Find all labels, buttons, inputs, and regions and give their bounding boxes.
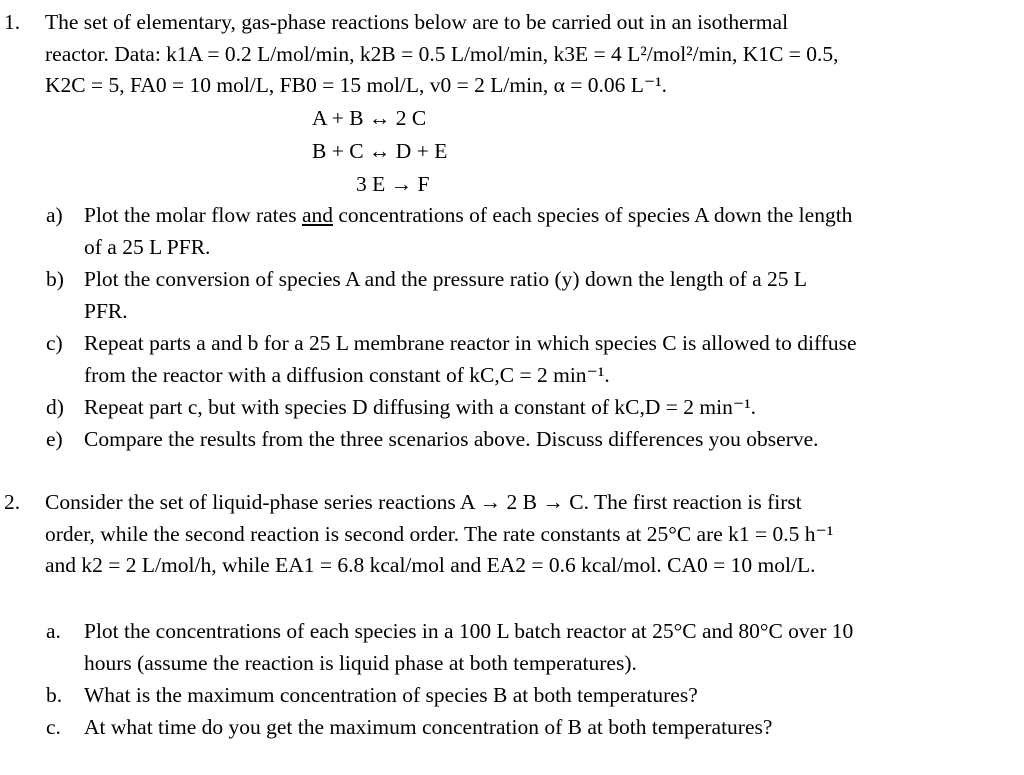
part-1d-text	[84, 392, 756, 424]
problem-1-intro-line-1: The set of elementary, gas-phase reactions below are to be carried out in an isothermal	[45, 10, 789, 34]
problem-1-intro-line-2: reactor. Data: k1A = 0.2 L/mol/min, k2B = 0.5 L/mol/min, k3E = 4 L²/mol²/min, K1C = 0.5,	[45, 41, 839, 66]
part-label: b)	[46, 267, 64, 291]
problem-number: 2.	[4, 490, 21, 514]
part-label: a)	[46, 203, 63, 227]
part-1a-line-2: of a 25 L PFR.	[84, 234, 211, 259]
part-1a-line-1-after: concentrations of each species of species A down the length	[333, 203, 853, 227]
problem-2-intro-line-2: order, while the second reaction is second order. The rate constants at 25°C are k1 = 0.5 h⁻¹	[45, 521, 834, 546]
part-2b-line-1: What is the maximum concentration of species B at both temperatures?	[84, 683, 698, 707]
part-2a-line-2: hours (assume the reaction is liquid phase at both temperatures).	[84, 650, 637, 675]
part-1e-text	[84, 424, 819, 456]
part-label: a.	[46, 619, 61, 643]
part-1c-line-1: Repeat parts a and b for a 25 L membrane reactor in which species C is allowed to diffuse	[84, 331, 857, 355]
part-label: e)	[46, 427, 63, 451]
problem-2-intro	[45, 487, 1015, 582]
problem-number: 1.	[4, 10, 21, 34]
reaction-3: 3 E → F	[356, 172, 430, 196]
part-1a-underlined-word: and	[301, 203, 333, 227]
problem-2-intro-line-1: Consider the set of liquid-phase series reactions A → 2 B → C. The first reaction is first	[45, 490, 802, 514]
part-1d-line-1: Repeat part c, but with species D diffusing with a constant of kC,D = 2 min⁻¹.	[84, 395, 757, 419]
part-1b-line-2: PFR.	[84, 298, 128, 323]
part-label: c)	[46, 331, 63, 355]
part-label: c.	[46, 715, 61, 739]
problem-2-intro-line-3: and k2 = 2 L/mol/h, while EA1 = 6.8 kcal/mol and EA2 = 0.6 kcal/mol. CA0 = 10 mol/L.	[45, 553, 816, 577]
part-1c-line-2: from the reactor with a diffusion constant of kC,C = 2 min⁻¹.	[84, 362, 610, 387]
part-label: d)	[46, 395, 64, 419]
part-1a-line-1-before: Plot the molar flow rates	[84, 203, 302, 227]
part-2c-line-1: At what time do you get the maximum concentration of B at both temperatures?	[84, 715, 773, 739]
part-1b-text	[84, 264, 807, 327]
part-label: b.	[46, 683, 63, 707]
part-1b-line-1: Plot the conversion of species A and the pressure ratio (y) down the length of a 25 L	[84, 267, 808, 291]
part-2a-line-1: Plot the concentrations of each species in a 100 L batch reactor at 25°C and 80°C over 10	[84, 619, 854, 643]
part-2a-text	[84, 616, 853, 679]
part-2b-text	[84, 680, 698, 712]
part-1a-line-1	[84, 200, 852, 232]
reaction-2: B + C ↔ D + E	[312, 139, 448, 163]
reaction-1: A + B ↔ 2 C	[312, 106, 427, 130]
problem-1-intro	[45, 7, 1015, 102]
part-2c-text	[84, 712, 772, 744]
part-1a-text	[84, 200, 852, 263]
problem-1-intro-line-3: K2C = 5, FA0 = 10 mol/L, FB0 = 15 mol/L, v0 = 2 L/min, α = 0.06 L⁻¹.	[45, 73, 668, 97]
part-1c-text	[84, 328, 857, 391]
part-1e-line-1: Compare the results from the three scenarios above. Discuss differences you observe.	[84, 427, 819, 451]
